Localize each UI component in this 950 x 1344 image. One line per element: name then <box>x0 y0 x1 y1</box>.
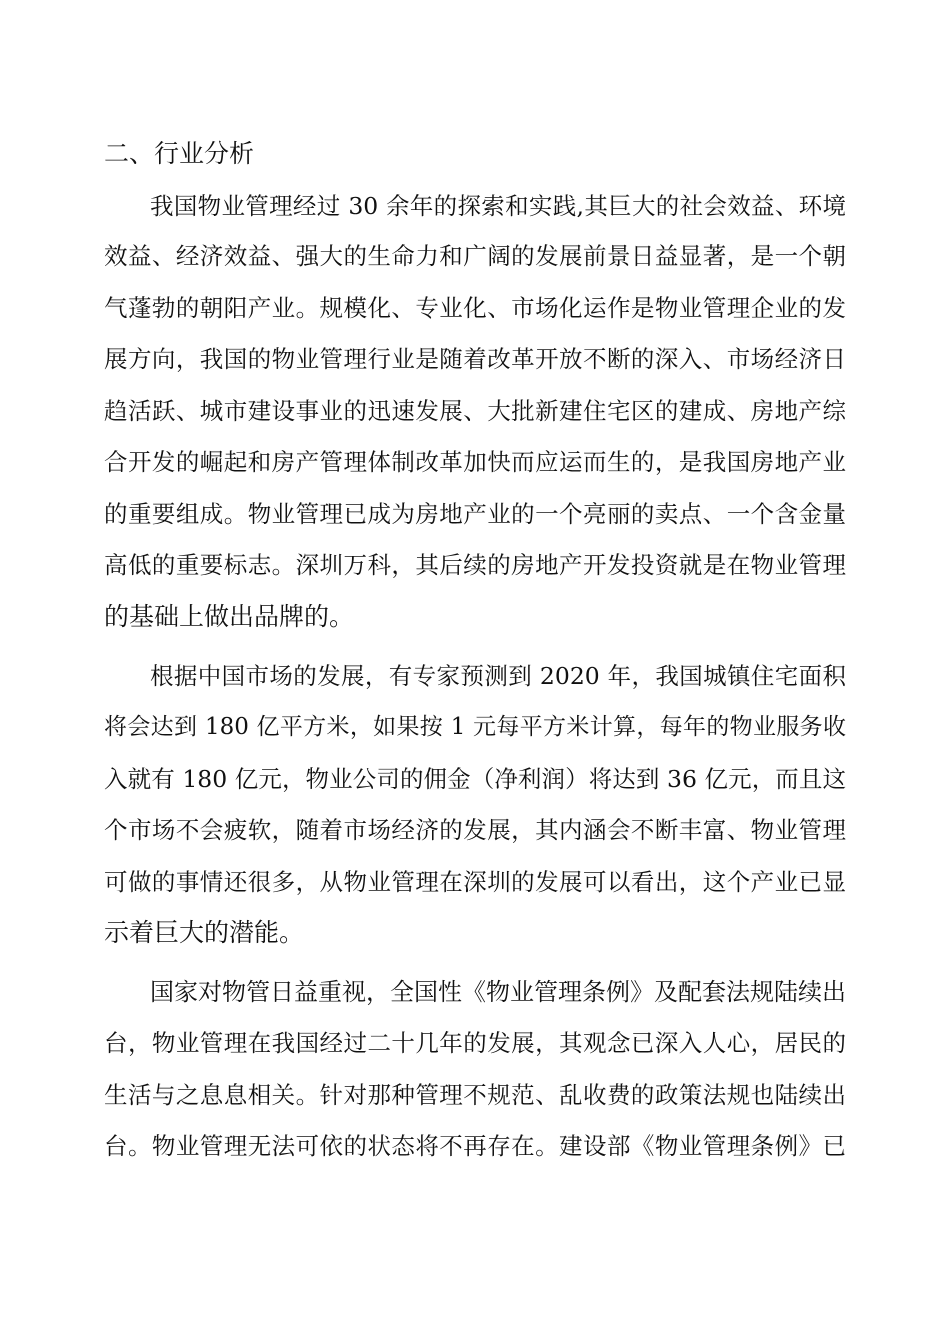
paragraph-1-line-6: 合开发的崛起和房产管理体制改革加快而应运而生的，是我国房地产业 <box>104 448 846 476</box>
paragraph-2-line-6: 示着巨大的潜能。 <box>104 918 305 947</box>
section-heading: 二、行业分析 <box>104 139 255 168</box>
paragraph-3-line-1: 国家对物管日益重视，全国性《物业管理条例》及配套法规陆续出 <box>150 978 846 1006</box>
paragraph-1-line-4: 展方向，我国的物业管理行业是随着改革开放不断的深入、市场经济日 <box>104 345 846 373</box>
paragraph-1-line-1: 我国物业管理经过 30 余年的探索和实践,其巨大的社会效益、环境 <box>150 192 846 220</box>
paragraph-3-line-2: 台，物业管理在我国经过二十几年的发展，其观念已深入人心，居民的 <box>104 1029 846 1057</box>
paragraph-2-line-1: 根据中国市场的发展，有专家预测到 2020 年，我国城镇住宅面积 <box>150 662 846 690</box>
paragraph-3-line-4: 台。物业管理无法可依的状态将不再存在。建设部《物业管理条例》已 <box>104 1132 846 1160</box>
paragraph-3-line-3: 生活与之息息相关。针对那种管理不规范、乱收费的政策法规也陆续出 <box>104 1081 846 1109</box>
paragraph-2-line-2: 将会达到 180 亿平方米，如果按 1 元每平方米计算，每年的物业服务收 <box>104 714 846 740</box>
paragraph-2-line-3: 入就有 180 亿元，物业公司的佣金（净利润）将达到 36 亿元，而且这 <box>104 765 846 793</box>
paragraph-1-line-7: 的重要组成。物业管理已成为房地产业的一个亮丽的卖点、一个含金量 <box>104 500 846 528</box>
paragraph-1-line-3: 气蓬勃的朝阳产业。规模化、专业化、市场化运作是物业管理企业的发 <box>104 294 846 322</box>
paragraph-1-line-8: 高低的重要标志。深圳万科，其后续的房地产开发投资就是在物业管理 <box>104 551 846 579</box>
paragraph-1-line-5: 趋活跃、城市建设事业的迅速发展、大批新建住宅区的建成、房地产综 <box>104 397 846 425</box>
paragraph-1-line-2: 效益、经济效益、强大的生命力和广阔的发展前景日益显著，是一个朝 <box>104 242 846 270</box>
paragraph-2-line-4: 个市场不会疲软，随着市场经济的发展，其内涵会不断丰富、物业管理 <box>104 816 846 844</box>
paragraph-2-line-5: 可做的事情还很多，从物业管理在深圳的发展可以看出，这个产业已显 <box>104 868 846 896</box>
paragraph-1-line-9: 的基础上做出品牌的。 <box>104 602 355 631</box>
